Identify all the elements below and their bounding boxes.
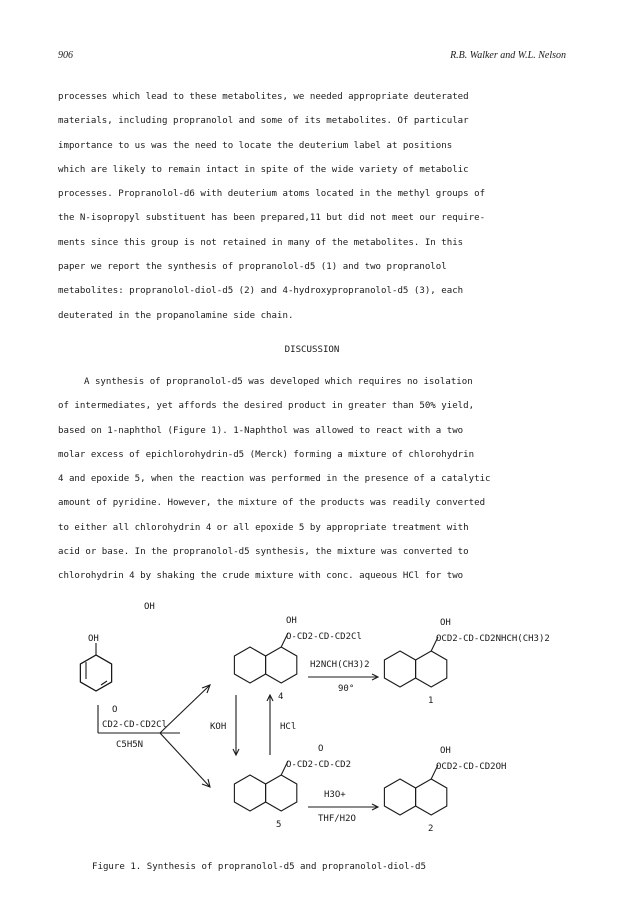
text-line: metabolites: propranolol-diol-d5 (2) and 4-hydroxypropranolol-d5 (3), each xyxy=(58,286,464,297)
compound-2-label: 2 xyxy=(428,824,434,834)
epoxide-o-label: O xyxy=(112,705,118,715)
chlorohydrin-oh-label: OH xyxy=(144,602,155,612)
diol-oh-label: OH xyxy=(440,746,451,756)
amine-reagent: H2NCH(CH3)2 xyxy=(310,660,370,670)
naphthol-structure xyxy=(80,643,111,691)
acid-reagent: H3O+ xyxy=(324,790,346,800)
text-line: processes which lead to these metabolites, we needed appropriate deuterated xyxy=(58,92,469,102)
temperature-label: 90° xyxy=(338,684,355,694)
text-line: 4 and epoxide 5, when the reaction was performed in the presence of a catalytic xyxy=(58,474,491,485)
paragraph-intro xyxy=(58,85,568,328)
propranolol-chain-label: OCD2-CD-CD2NHCH(CH3)2 xyxy=(436,634,550,644)
epoxide-ring-o-label: O xyxy=(318,744,324,754)
text-line: of intermediates, yet affords the desired product in greater than 50% yield, xyxy=(58,401,475,412)
text-line: deuterated in the propanolamine side chain. xyxy=(58,310,294,321)
pyridine-reagent: C5H5N xyxy=(116,740,144,750)
text-line: molar excess of epichlorohydrin-d5 (Merck) forming a mixture of chlorohydrin xyxy=(58,449,475,460)
text-line: paper we report the synthesis of propranolol-d5 (1) and two propranolol xyxy=(58,262,447,273)
hcl-label: HCl xyxy=(280,722,297,732)
compound-4-label: 4 xyxy=(278,692,284,702)
text-line: the N-isopropyl substituent has been prepared,11 but did not meet our require- xyxy=(58,213,486,224)
text-line: amount of pyridine. However, the mixture of the products was readily converted xyxy=(58,498,486,509)
paragraph-discussion xyxy=(58,370,568,589)
koh-label: KOH xyxy=(210,722,227,732)
text-line: based on 1-naphthol (Figure 1). 1-Naphthol was allowed to react with a two xyxy=(58,425,464,436)
propranolol-oh-label: OH xyxy=(440,618,451,628)
compound-1-label: 1 xyxy=(428,696,434,706)
epoxide-chain-label: O-CD2-CD-CD2 xyxy=(286,760,352,770)
diol-ring xyxy=(384,765,446,815)
figure-caption: Figure 1. Synthesis of propranolol-d5 and propranolol-diol-d5 xyxy=(92,862,426,872)
running-header-authors: R.B. Walker and W.L. Nelson xyxy=(450,50,566,61)
chlorohydrin-oh-label: OH xyxy=(286,616,297,626)
naphthol-oh-label: OH xyxy=(88,634,99,644)
compound-5-label: 5 xyxy=(276,820,282,830)
diol-chain-label: OCD2-CD-CD2OH xyxy=(436,762,507,772)
chlorohydrin-chain-label: O-CD2-CD-CD2Cl xyxy=(286,632,362,642)
section-heading: DISCUSSION xyxy=(284,345,340,355)
text-line: A synthesis of propranolol-d5 was developed which requires no isolation xyxy=(84,377,473,387)
page-number: 906 xyxy=(58,50,73,61)
text-line: which are likely to remain intact in spite of the wide variety of metabolic xyxy=(58,164,469,175)
text-line: acid or base. In the propranolol-d5 synthesis, the mixture was converted to xyxy=(58,547,469,558)
text-line: materials, including propranolol and some of its metabolites. Of particular xyxy=(58,116,469,127)
solvent-label: THF/H2O xyxy=(318,814,356,824)
text-line: importance to us was the need to locate the deuterium label at positions xyxy=(58,140,453,151)
text-line: chlorohydrin 4 by shaking the crude mixture with conc. aqueous HCl for two xyxy=(58,571,464,582)
text-line: processes. Propranolol-d6 with deuterium atoms located in the methyl groups of xyxy=(58,189,486,200)
propranolol-ring xyxy=(384,637,446,687)
epichlorohydrin-reagent: CD2-CD-CD2Cl xyxy=(102,720,168,730)
text-line: ments since this group is not retained in many of the metabolites. In this xyxy=(58,237,464,248)
text-line: to either all chlorohydrin 4 or all epoxide 5 by appropriate treatment with xyxy=(58,522,469,533)
synthesis-scheme-figure xyxy=(40,595,600,855)
